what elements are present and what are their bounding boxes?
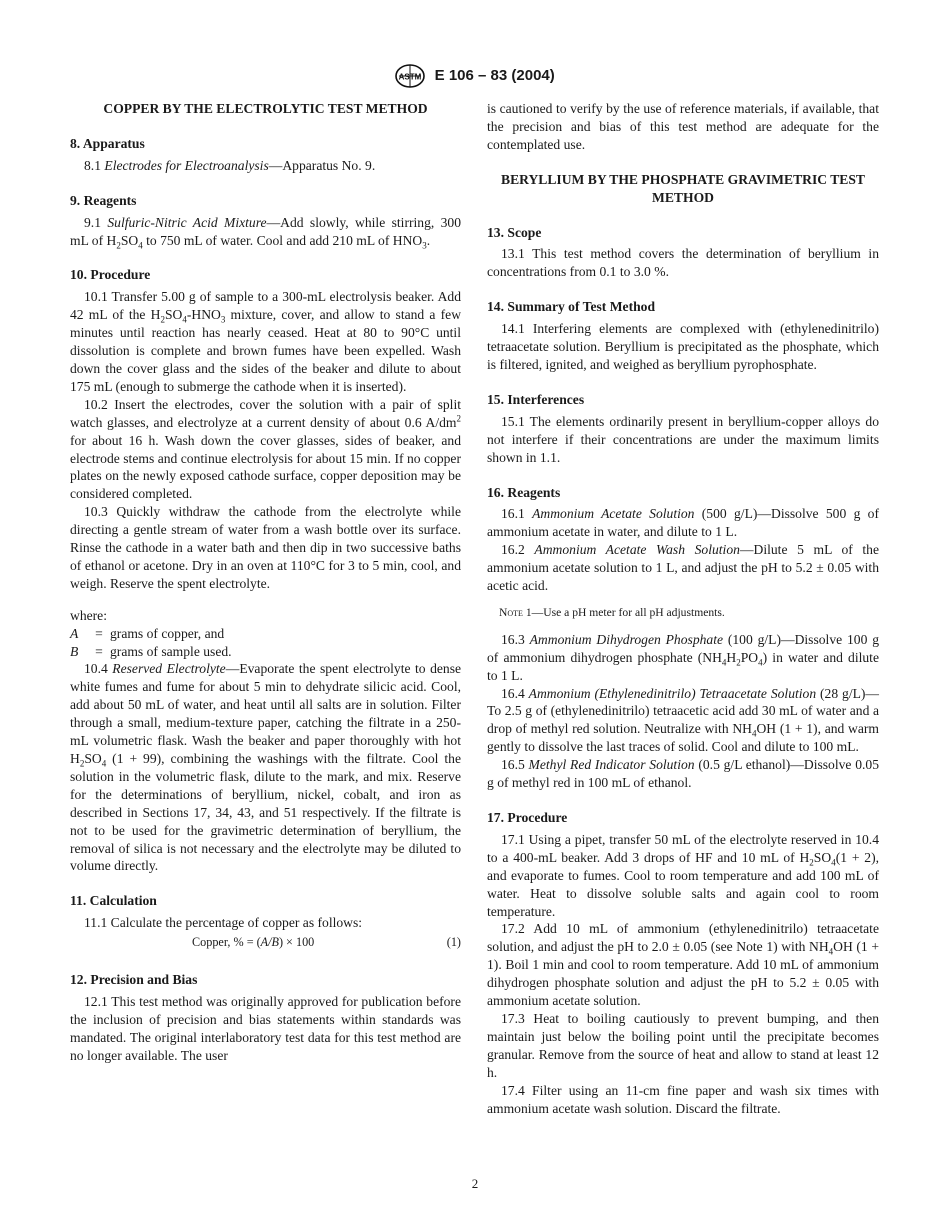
definition-a: A = grams of copper, and (70, 625, 225, 641)
note-1: Note 1—Use a pH meter for all pH adjustments. (499, 605, 725, 619)
right-column (487, 100, 879, 1117)
section-12-heading: 12. Precision and Bias (70, 972, 198, 988)
section-8-heading: 8. Apparatus (70, 135, 145, 151)
section-15-heading: 15. Interferences (487, 391, 585, 407)
para-12-1-continued: is cautioned to verify by the use of reference materials, if available, that the precision and bias of this test method are adequate for the contemplated use. (487, 101, 879, 152)
definition-b: B = grams of sample used. (70, 643, 232, 659)
section-16-heading: 16. Reagents (487, 484, 561, 500)
section-14-heading: 14. Summary of Test Method (487, 299, 656, 315)
para-13-1: 13.1 This test method covers the determination of beryllium in concentrations from 0.1 to 3.0 %. (487, 246, 879, 280)
para-15-1: 15.1 The elements ordinarily present in beryllium-copper alloys do not interfere if their concentrations are under the maximum limits shown in 1.1. (487, 413, 879, 465)
page-number: 2 (471, 1176, 479, 1191)
astm-logo-icon (395, 64, 425, 88)
section-10-heading: 10. Procedure (70, 267, 151, 283)
para-17-4: 17.4 Filter using an 11-cm fine paper and wash six times with ammonium acetate wash solution. Discard the filtrate. (487, 1082, 879, 1116)
left-column (70, 100, 461, 1065)
para-16-5: 16.5 Methyl Red Indicator Solution (0.5 g/L ethanol)—Dissolve 0.05 g of methyl red in 100 mL of ethanol. (487, 757, 879, 791)
svg-text:ASTM: ASTM (398, 72, 422, 82)
page-header (0, 64, 950, 88)
para-14-1: 14.1 Interfering elements are complexed with (ethylenedinitrilo) tetraacetate solution. Beryllium is precipitated as the phosphate, which is filtered, ignited, and weighed as beryllium pyrophosphate. (487, 321, 879, 372)
para-16-2: 16.2 Ammonium Acetate Wash Solution—Dilute 5 mL of the ammonium acetate solution to 1 L, and adjust the pH to 5.2 ± 0.05 with acetic acid. (487, 542, 880, 594)
para-10-3: 10.3 Quickly withdraw the cathode from the electrolyte while directing a gentle stream of water from a wash bottle over its surface. Rinse the cathode in a water bath and then dip in two successive baths of ethanol or acetone. Dry in an oven at 110°C for 3 to 5 min, cool, and weigh. Reserve the spent electrolyte. (70, 504, 461, 591)
formula-expression: Copper, % = (A/B) × 100 (192, 935, 315, 950)
beryllium-method-heading: BERYLLIUM BY THE PHOSPHATE GRAVIMETRIC TEST METHOD (501, 171, 865, 205)
para-16-4: 16.4 Ammonium (Ethylenedinitrilo) Tetraacetate Solution (28 g/L)—To 2.5 g of (ethylenedinitrilo) tetraacetic acid add 30 mL of water and a drop of methyl red solution. Neutralize with $NH_4OH$ (1 + 1), and warm gently to dissolve the last traces of solid. Cool and dilute to 100 mL. (487, 685, 880, 755)
para-17-2: 17.2 Add 10 mL of ammonium (ethylenedinitrilo) tetraacetate solution, and adjust the pH to 2.0 ± 0.05 (see Note 1) with $NH_4OH$ (1 + 1). Boil 1 min and cool to room temperature. Add 10 mL of ammonium dihydrogen phosphate solution and adjust the pH to 5.2 ± 0.05 with ammonium acetate solution. (487, 921, 879, 1009)
para-17-1: 17.1 Using a pipet, transfer 50 mL of the electrolyte reserved in 10.4 to a 400-mL beaker. Add 3 drops of HF and 10 mL of $H_2SO_4(1 + 2)$, and evaporate to fumes. Cool to room temperature and add 100 mL of water. Heat to dissolve soluble salts and again cool to room temperature. (487, 831, 880, 919)
section-9-heading: 9. Reagents (70, 192, 137, 208)
para-10-2: 10.2 Insert the electrodes, cover the solution with a pair of split watch glasses, and electrolyze at a current density of about 0.6 $A/dm^2$ for about 16 h. Wash down the cover glasses, sides of beaker, and electrode stems and continue electrolysis for about 15 min. If no copper plates on the newly exposed cathode surface, copper deposition may be considered completed. (70, 396, 461, 502)
para-8-1: 8.1 Electrodes for Electroanalysis—Apparatus No. 9. (84, 157, 376, 173)
para-17-3: 17.3 Heat to boiling cautiously to prevent bumping, and then maintain just below the boiling point until the precipitate becomes granular. Remove from the source of heat and allow to stand at least 12 h. (487, 1010, 879, 1080)
para-10-1: 10.1 Transfer 5.00 g of sample to a 300-mL electrolysis beaker. Add 42 mL of the $H_2SO_4-HNO_3$ mixture, cover, and allow to stand a few minutes until reaction has nearly ceased. Heat at 80 to 90°C until dissolution is complete and brown fumes have been expelled. Wash down the cover glass and the sides of the beaker and dilute to about 175 mL (enough to submerge the cathode when it is inserted). (70, 289, 462, 394)
section-17-heading: 17. Procedure (487, 810, 568, 825)
section-13-heading: 13. Scope (487, 224, 542, 240)
para-9-1: 9.1 Sulfuric-Nitric Acid Mixture—Add slowly, while stirring, 300 mL of $H_2SO_4$ to 750 mL of water. Cool and add 210 mL of $HNO_3$. (70, 214, 462, 251)
copper-method-heading: COPPER BY THE ELECTROLYTIC TEST METHOD (103, 101, 428, 116)
copper-formula (70, 934, 461, 954)
para-12-1: 12.1 This test method was originally approved for publication before the inclusion of precision and bias statements within standards was mandated. The original interlaboratory test data for this test method are no longer available. The user (70, 994, 461, 1063)
where-label: where: (70, 607, 107, 623)
para-10-4: 10.4 Reserved Electrolyte—Evaporate the spent electrolyte to dense white fumes and fume for about 5 min to dehydrate silicic acid. Cool, add about 50 mL of water, and heat until all salts are in solution. Filter through a small, medium-texture paper, catching the filtrate in a 250-mL volumetric flask. Wash the beaker and paper thoroughly with hot $H_2SO_4$ (1 + 99), combining the washings with the filtrate. Cool the solution in the volumetric flask, dilute to the mark, and mix. Reserve for the determinations of beryllium, nickel, cobalt, and iron as described in Sections 17, 34, 43, and 51 respectively. If the filtrate is not to be used for the gravimetric determination of beryllium, the removal of silica is not necessary and the electrolyte may be diluted to volume directly. (70, 661, 462, 874)
document-designation: E 106 – 83 (2004) (434, 67, 555, 85)
para-16-3: 16.3 Ammonium Dihydrogen Phosphate (100 g/L)—Dissolve 100 g of ammonium dihydrogen phosphate $(NH_4H_2PO_4)$ in water and dilute to 1 L. (487, 631, 879, 683)
para-16-1: 16.1 Ammonium Acetate Solution (500 g/L)—Dissolve 500 g of ammonium acetate in water, and dilute to 1 L. (487, 506, 880, 540)
para-11-1: 11.1 Calculate the percentage of copper as follows: (84, 915, 363, 931)
section-11-heading: 11. Calculation (70, 893, 157, 909)
where-definitions (70, 607, 461, 661)
formula-number: (1) (446, 935, 461, 950)
